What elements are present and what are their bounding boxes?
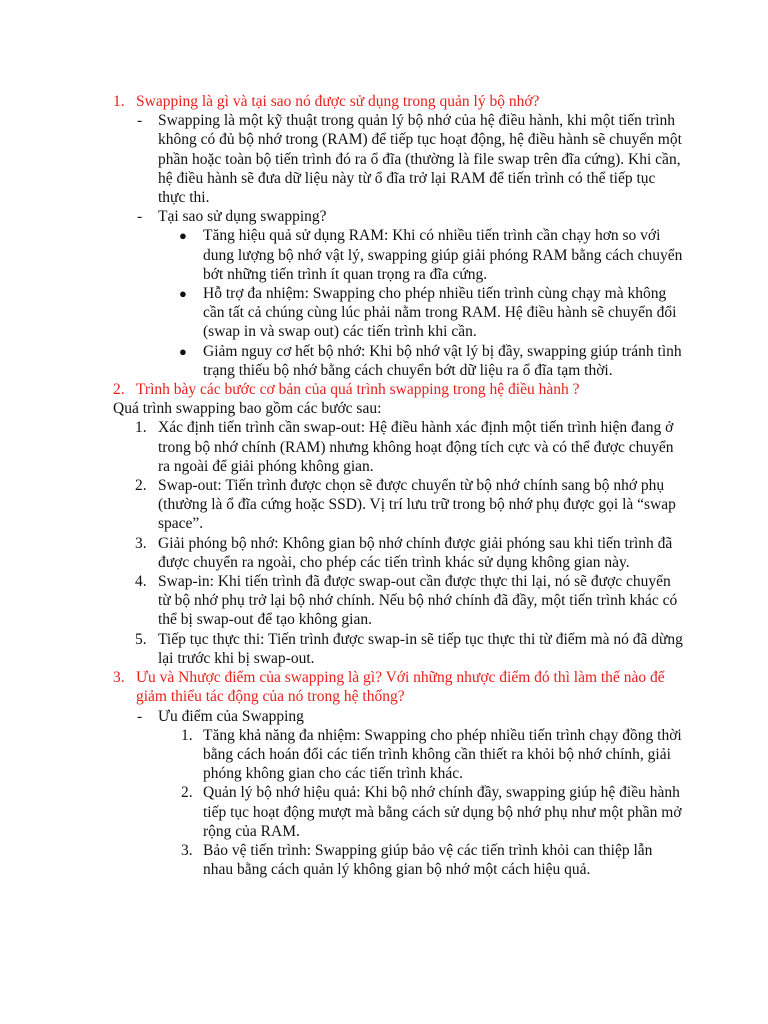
dash-marker-icon: - [137,208,143,226]
question-3-number: 3. [113,669,125,687]
question-2-number: 2. [113,381,125,399]
question-3-title: Ưu và Nhược điểm của swapping là gì? Với những nhược điểm đó thì làm thế nào để giảm thiểu tác động của nó trong hệ thống? [136,669,665,706]
q3-item-3 [113,841,683,879]
q3-dash-item-1 [113,707,683,726]
item-number: 3. [181,841,193,859]
q1-dash-item-2 [113,207,683,226]
q1-why-text: Tại sao sử dụng swapping? [158,208,327,226]
q2-intro: Quá trình swapping bao gồm các bước sau: [113,400,382,418]
q3-advantages-heading: Ưu điểm của Swapping [158,707,304,725]
question-1-heading [113,92,683,111]
step-number: 1. [135,419,147,437]
document-content [113,92,683,879]
dash-marker-icon: - [137,707,143,725]
q1-bullet-1 [113,226,683,284]
step-number: 2. [135,477,147,495]
q2-step-5 [113,630,683,668]
q3-item-1 [113,726,683,784]
bullet-dot-icon: ● [179,228,187,244]
bullet-dot-icon: ● [179,286,187,302]
question-1-title: Swapping là gì và tại sao nó được sử dụng trong quản lý bộ nhớ? [136,93,540,110]
step-text: Swap-in: Khi tiến trình đã được swap-out cần được thực thi lại, nó sẽ được chuyển từ bộ nhớ phụ trở lại bộ nhớ chính. Nếu bộ nhớ chính đã đầy, một tiến trình khác có thể bị swap-out để tạo không gian. [158,573,678,629]
step-number: 3. [135,534,147,552]
item-text: Tăng khả năng đa nhiệm: Swapping cho phép nhiều tiến trình chạy đồng thời bằng cách hoán đổi các tiến trình không cần thiết ra khỏi bộ nhớ chính, giải phóng không gian cho các tiến trình khác. [203,726,682,783]
q2-step-2 [113,476,683,534]
dash-marker-icon: - [137,112,143,130]
q1-bullet-2 [113,284,683,342]
q2-step-1 [113,418,683,476]
question-2-title: Trình bày các bước cơ bản của quá trình swapping trong hệ điều hành ? [136,381,580,399]
item-number: 2. [181,784,193,802]
q1-bullet-text: Giảm nguy cơ hết bộ nhớ: Khi bộ nhớ vật lý bị đầy, swapping giúp tránh tình trạng thiếu bộ nhớ bằng cách chuyển bớt dữ liệu ra ổ đĩa tạm thời. [203,342,682,379]
q1-bullet-text: Hỗ trợ đa nhiệm: Swapping cho phép nhiều tiến trình cùng chạy mà không cần tất cả chúng cùng lúc phải nằm trong RAM. Hệ điều hành sẽ chuyển đổi (swap in và swap out) các tiến trình khi cần. [203,285,677,341]
q1-bullet-text: Tăng hiệu quả sử dụng RAM: Khi có nhiều tiến trình cần chạy hơn so với dung lượng bộ nhớ vật lý, swapping giúp giải phóng RAM bằng cách chuyển bớt những tiến trình ít quan trọng ra đĩa cứng. [203,227,683,283]
q2-step-3 [113,534,683,572]
step-text: Giải phóng bộ nhớ: Không gian bộ nhớ chính được giải phóng sau khi tiến trình đã được chuyển ra ngoài, cho phép các tiến trình khác sử dụng không gian này. [158,534,673,571]
item-text: Bảo vệ tiến trình: Swapping giúp bảo vệ các tiến trình khỏi can thiệp lẫn nhau bằng cách quản lý không gian bộ nhớ một cách hiệu quả. [203,841,653,879]
step-number: 5. [135,630,147,648]
bullet-dot-icon: ● [179,343,187,359]
question-2-heading [113,380,683,399]
item-number: 1. [181,726,193,744]
question-3-heading [113,668,683,706]
q3-item-2 [113,783,683,841]
step-text: Swap-out: Tiến trình được chọn sẽ được chuyển từ bộ nhớ chính sang bộ nhớ phụ (thường là ổ đĩa cứng hoặc SSD). Vị trí lưu trữ trong bộ nhớ phụ được gọi là “swap space”. [158,477,676,533]
step-number: 4. [135,573,147,591]
step-text: Tiếp tục thực thi: Tiến trình được swap-in sẽ tiếp tục thực thi từ điểm mà nó đã dừng lại trước khi bị swap-out. [158,630,683,667]
question-1-number: 1. [113,93,125,110]
item-text: Quản lý bộ nhớ hiệu quả: Khi bộ nhớ chính đầy, swapping giúp hệ điều hành tiếp tục hoạt động mượt mà bằng cách sử dụng bộ nhớ phụ như một phần mở rộng của RAM. [203,784,682,840]
step-text: Xác định tiến trình cần swap-out: Hệ điều hành xác định một tiến trình hiện đang ở trong bộ nhớ chính (RAM) nhưng không hoạt động tích cực và có thể được chuyển ra ngoài để giải phóng không gian. [158,419,674,475]
q2-step-4 [113,572,683,630]
q1-definition-text: Swapping là một kỹ thuật trong quản lý bộ nhớ của hệ điều hành, khi một tiến trình không có đủ bộ nhớ trong (RAM) để tiếp tục hoạt động, hệ điều hành sẽ chuyển một phần hoặc toàn bộ tiến trình đó ra ổ đĩa (thường là file swap trên đĩa cứng). Khi cần, hệ điều hành sẽ đưa dữ liệu này từ ổ đĩa trở lại RAM để tiến trình có thể tiếp tục thực thi. [158,112,682,207]
q1-bullet-3 [113,342,683,380]
q1-dash-item-1 [113,111,683,207]
